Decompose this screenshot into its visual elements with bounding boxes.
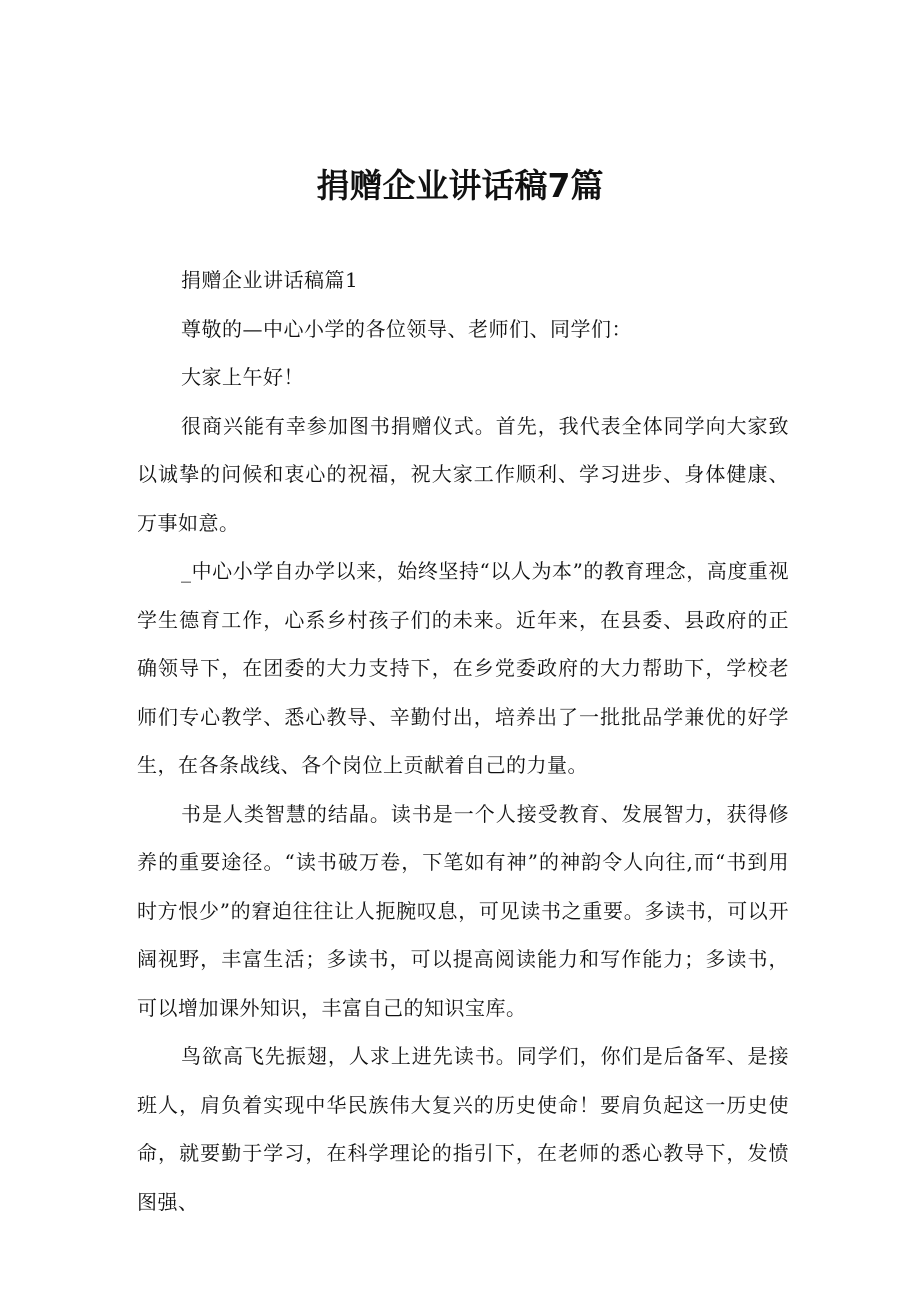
document-body xyxy=(137,256,789,1226)
paragraph-2: _中心小学自办学以来，始终坚持“以人为本”的教育理念，高度重视学生德育工作，心系乡村孩子们的未来。近年来，在县委、县政府的正确领导下，在团委的大力支持下，在乡党委政府的大力帮助下，学校老师们专心教学、悉心教导、辛勤付出，培养出了一批批品学兼优的好学生，在各条战线、各个岗位上贡献着自己的力量。 xyxy=(137,559,789,777)
paragraph-1: 很商兴能有幸参加图书捐赠仪式。首先，我代表全体同学向大家致以诚挚的问候和衷心的祝福，祝大家工作顺利、学习进步、身体健康、万事如意。 xyxy=(137,413,789,535)
document-title: 捐赠企业讲话稿7篇 xyxy=(316,166,604,205)
section-heading: 捐赠企业讲话稿篇1 xyxy=(181,268,359,292)
greeting: 大家上午好！ xyxy=(181,365,304,389)
salutation: 尊敬的—中心小学的各位领导、老师们、同学们： xyxy=(181,316,632,341)
paragraph-4: 鸟欲高飞先振翅，人求上进先读书。同学们，你们是后备军、是接班人，肩负着实现中华民族伟大复兴的历史使命！要肩负起这一历史使命，就要勤于学习，在科学理论的指引下，在老师的悉心教导下，发愤图强、 xyxy=(137,1044,789,1214)
paragraph-3: 书是人类智慧的结晶。读书是一个人接受教育、发展智力，获得修养的重要途径。“读书破万卷，下笔如有神”的神韵令人向往,而“书到用时方恨少”的窘迫往往让人扼腕叹息，可见读书之重要。多读书，可以开阔视野，丰富生活；多读书，可以提高阅读能力和写作能力；多读书，可以增加课外知识，丰富自己的知识宝库。 xyxy=(137,801,789,1020)
